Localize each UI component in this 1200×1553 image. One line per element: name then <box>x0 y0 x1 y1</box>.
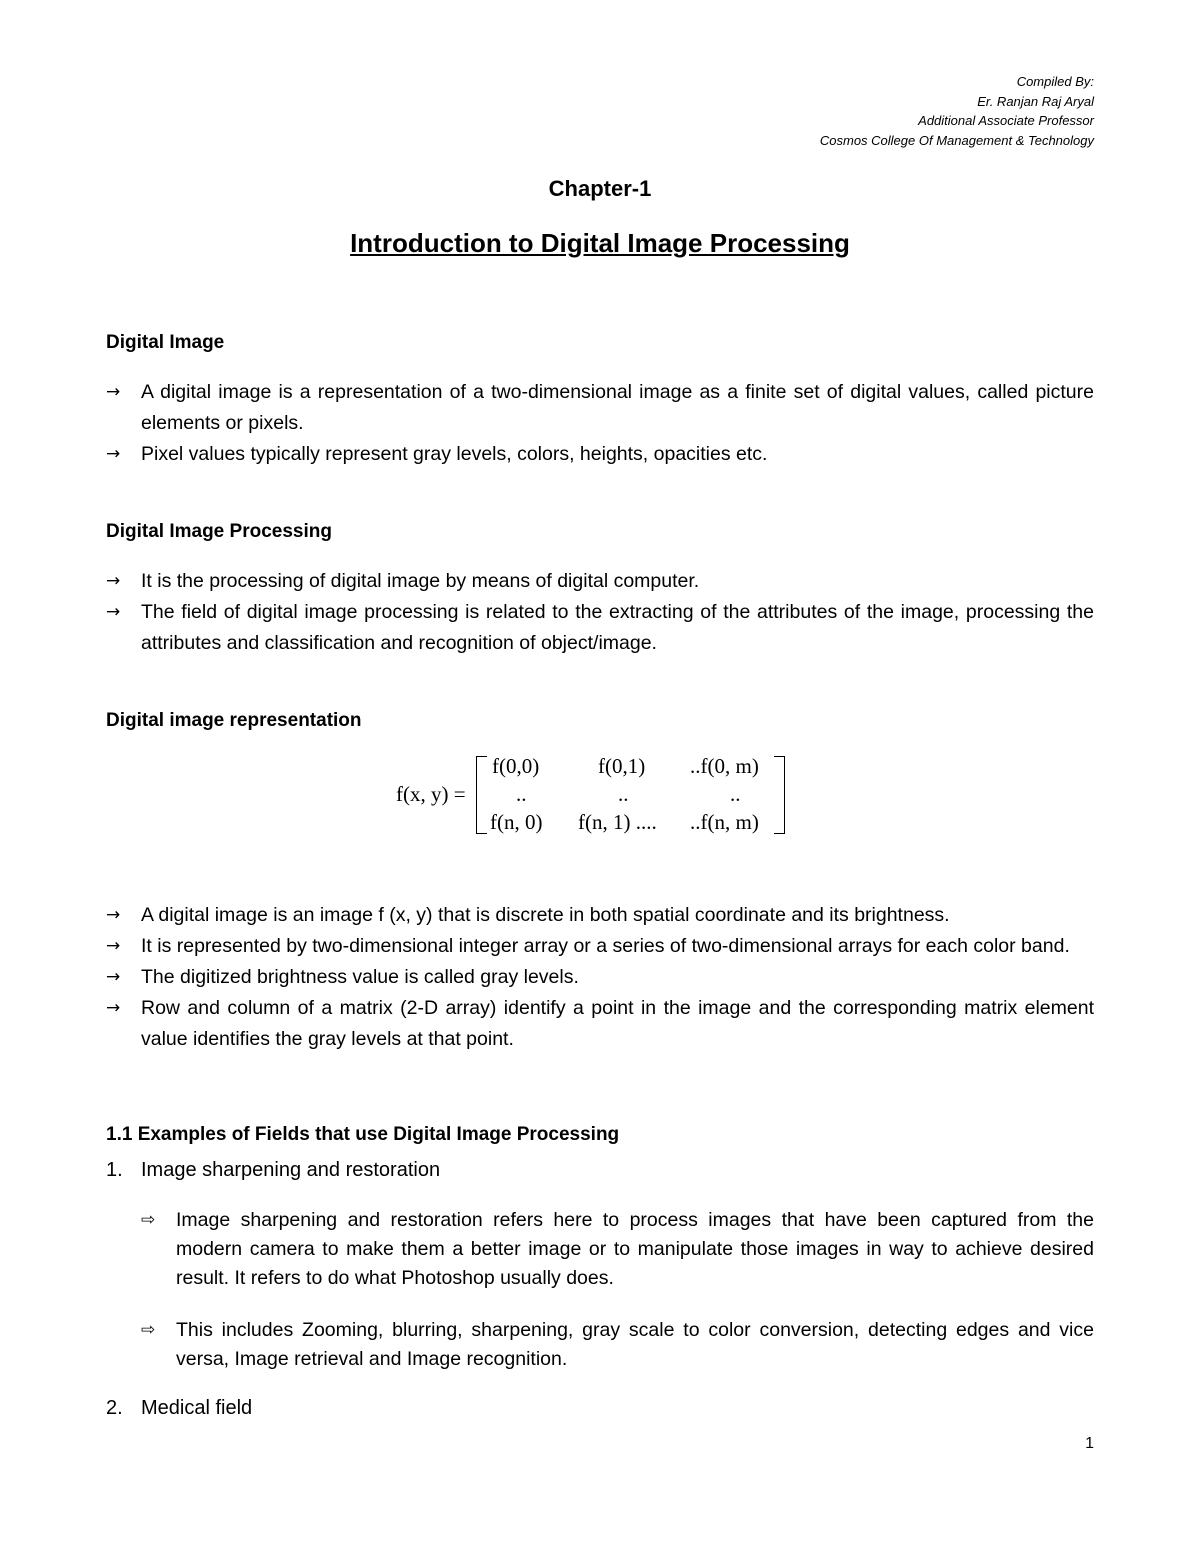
arrow-icon: → <box>106 444 121 464</box>
right-bracket <box>774 756 785 834</box>
bullet-text: Row and column of a matrix (2-D array) identify a point in the image and the corresponding matrix element value identifies the gray levels at that point. <box>141 997 1094 1050</box>
author-position: Additional Associate Professor <box>918 113 1094 128</box>
bullet-item <box>106 900 1094 931</box>
bullet-item <box>106 993 1094 1055</box>
compiled-by-block <box>820 72 1094 150</box>
left-bracket <box>476 756 487 834</box>
formula-lhs: f(x, y) = <box>396 782 466 806</box>
digital-image-bullets <box>106 377 1094 470</box>
arrow-icon: → <box>106 571 121 591</box>
page-number: 1 <box>1085 1435 1094 1452</box>
arrow-icon: → <box>106 905 121 925</box>
bullet-item <box>106 377 1094 439</box>
bullet-text: A digital image is a representation of a two-dimensional image as a finite set of digital values, called picture elements or pixels. <box>141 381 1094 434</box>
matrix-cell: ..f(0, m) <box>690 754 759 778</box>
chapter-label: Chapter-1 <box>548 176 652 201</box>
college-name: Cosmos College Of Management & Technology <box>819 132 1094 148</box>
hollow-arrow-icon: ⇨ <box>141 1320 156 1340</box>
heading-digital-image: Digital Image <box>106 332 225 353</box>
item-number: 1. <box>106 1159 123 1181</box>
bullet-item <box>106 597 1094 659</box>
matrix-cell: f(n, 0) <box>490 810 543 834</box>
item-label: Image sharpening and restoration <box>141 1159 441 1181</box>
numbered-item <box>106 1159 440 1182</box>
matrix-cell: .. <box>516 782 527 806</box>
matrix-cell: f(n, 1) .... <box>578 810 657 834</box>
representation-bullets <box>106 900 1094 1055</box>
sub-bullet-item <box>141 1316 1094 1374</box>
item-label: Medical field <box>141 1397 253 1419</box>
matrix-cell: ..f(n, m) <box>690 810 759 834</box>
bullet-text: The field of digital image processing is related to the extracting of the attributes of the image, processing the attributes and classification and recognition of object/image. <box>141 601 1094 654</box>
numbered-item <box>106 1397 252 1420</box>
heading-digital-image-representation: Digital image representation <box>106 710 362 731</box>
arrow-icon: → <box>106 998 121 1018</box>
matrix-cell: .. <box>618 782 629 806</box>
item-number: 2. <box>106 1397 123 1419</box>
sub-bullet-item <box>141 1206 1094 1293</box>
bullet-text: It is the processing of digital image by means of digital computer. <box>141 570 700 592</box>
image-matrix-formula <box>390 752 810 842</box>
arrow-icon: → <box>106 967 121 987</box>
arrow-icon: → <box>106 602 121 622</box>
bullet-item <box>106 566 1094 597</box>
heading-digital-image-processing: Digital Image Processing <box>106 521 332 542</box>
matrix-cell: f(0,0) <box>492 754 540 778</box>
bullet-text: Pixel values typically represent gray levels, colors, heights, opacities etc. <box>141 443 768 465</box>
bullet-item <box>106 962 1094 993</box>
sub-bullet-block <box>141 1316 1094 1374</box>
bullet-item <box>106 931 1094 962</box>
author-name: Er. Ranjan Raj Aryal <box>977 93 1094 109</box>
page-title: Introduction to Digital Image Processing <box>350 228 850 258</box>
hollow-arrow-icon: ⇨ <box>141 1210 156 1230</box>
heading-examples: 1.1 Examples of Fields that use Digital Image Processing <box>106 1124 620 1145</box>
bullet-text: It is represented by two-dimensional integer array or a series of two-dimensional arrays for each color band. <box>141 935 1070 957</box>
sub-bullet-text: Image sharpening and restoration refers here to process images that have been captured from the modern camera to make them a better image or to manipulate those images in way to achieve desired result. It refers to do what Photoshop usually does. <box>176 1209 1094 1289</box>
matrix-cell: .. <box>730 782 741 806</box>
matrix-cell: f(0,1) <box>598 754 646 778</box>
arrow-icon: → <box>106 936 121 956</box>
compiled-by-label: Compiled By: <box>1016 74 1094 89</box>
arrow-icon: → <box>106 382 121 402</box>
sub-bullet-text: This includes Zooming, blurring, sharpening, gray scale to color conversion, detecting edges and vice versa, Image retrieval and Image recognition. <box>176 1319 1094 1370</box>
bullet-text: The digitized brightness value is called gray levels. <box>141 966 579 988</box>
bullet-text: A digital image is an image f (x, y) that is discrete in both spatial coordinate and its brightness. <box>141 904 950 926</box>
sub-bullet-block <box>141 1206 1094 1293</box>
bullet-item <box>106 439 1094 470</box>
dip-bullets <box>106 566 1094 659</box>
